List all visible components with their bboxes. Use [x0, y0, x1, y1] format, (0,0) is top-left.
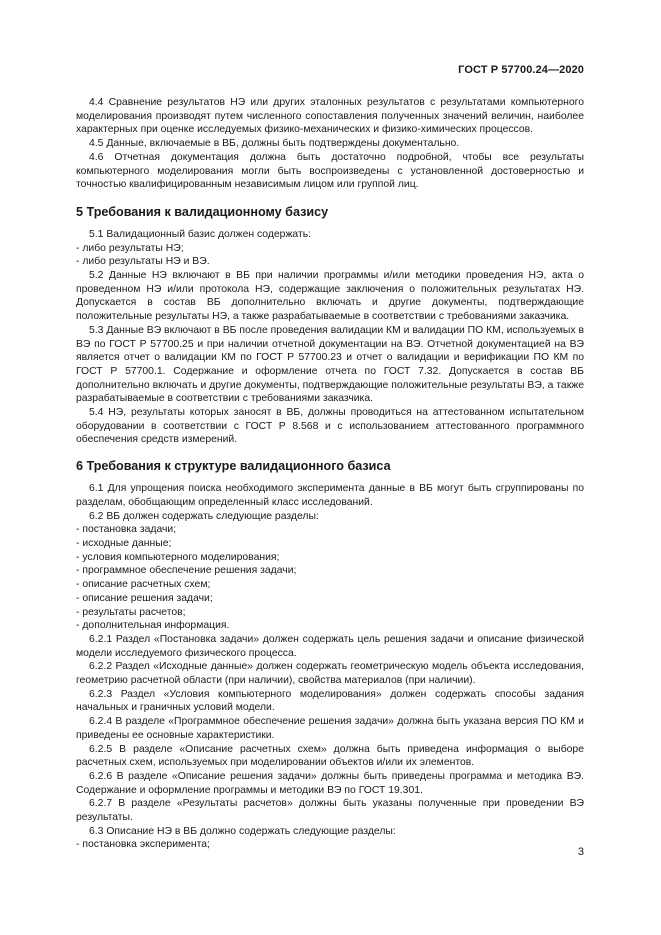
list-item-6-2-d: - программное обеспечение решения задачи; — [76, 565, 297, 577]
list-item-6-2-f: - описание решения задачи; — [76, 592, 213, 604]
paragraph-5-4: 5.4 НЭ, результаты которых заносят в ВБ, должны проводиться на аттестованном испытательном оборудовании в соответствии с ГОСТ Р 8.568 и с использованием аттестованного программного обеспечения средств измерений. — [76, 407, 584, 446]
list-item-5-1-a: - либо результаты НЭ; — [76, 242, 184, 254]
section-5-heading: 5 Требования к валидационному базису — [76, 204, 329, 219]
paragraph-6-2-2: 6.2.2 Раздел «Исходные данные» должен содержать геометрическую модель объекта исследования, геометрию расчетной области (при наличии), свойства материалов (при наличии). — [76, 661, 584, 687]
paragraph-4-4: 4.4 Сравнение результатов НЭ или других эталонных результатов с результатами компьютерного моделирования производят путем численного сопоставления полученных значений величин, наиболее характерных при оценке исследуемых физико-механических и физико-химических процессов. — [76, 97, 584, 136]
paragraph-6-2-5: 6.2.5 В разделе «Описание расчетных схем» должна быть приведена информация о выборе расчетных схем, используемых при моделировании объектов и/или их элементов. — [76, 743, 584, 769]
paragraph-6-3: 6.3 Описание НЭ в ВБ должно содержать следующие разделы: — [89, 825, 396, 837]
list-item-6-2-g: - результаты расчетов; — [76, 606, 186, 618]
list-item-6-2-c: - условия компьютерного моделирования; — [76, 551, 280, 563]
paragraph-6-2-6: 6.2.6 В разделе «Описание решения задачи» должны быть приведены программа и методика ВЭ. Содержание и оформление программы и методики ВЭ по ГОСТ 19.301. — [76, 770, 584, 796]
paragraph-6-2-3: 6.2.3 Раздел «Условия компьютерного моделирования» должен содержать способы задания начальных и граничных условий модели. — [76, 688, 584, 714]
paragraph-6-2-1: 6.2.1 Раздел «Постановка задачи» должен содержать цель решения задачи и описание физической модели исследуемого физического процесса. — [76, 633, 584, 659]
paragraph-5-1: 5.1 Валидационный базис должен содержать: — [89, 228, 312, 240]
list-item-6-2-b: - исходные данные; — [76, 537, 172, 549]
paragraph-6-2-4: 6.2.4 В разделе «Программное обеспечение решения задачи» должна быть указана версия ПО КМ и приведены ее основные характеристики. — [76, 716, 584, 741]
document-body — [76, 96, 584, 852]
paragraph-6-2: 6.2 ВБ должен содержать следующие разделы: — [89, 510, 319, 522]
paragraph-5-3: 5.3 Данные ВЭ включают в ВБ после проведения валидации КМ и валидации ПО КМ, используемых в ВЭ по ГОСТ Р 57700.25 и при наличии отчетной документации на ВЭ. Отчетной документацией на ВЭ является отчет о валидации КМ по ГОСТ Р 57700.23 и отчет о валидации и верификации ПО КМ по ГОСТ Р 57700.1. Содержание и оформление отчета по ГОСТ 7.32. Допускается в состав ВБ дополнительно включать и другие документы, подтверждающие положительные результаты ВЭ, а также разрабатываемые в соответствии с требованиями заказчика. — [76, 324, 584, 405]
list-item-6-2-h: - дополнительная информация. — [76, 620, 230, 632]
list-item-6-2-e: - описание расчетных схем; — [76, 579, 211, 591]
paragraph-4-5: 4.5 Данные, включаемые в ВБ, должны быть подтверждены документально. — [89, 138, 460, 150]
paragraph-5-2: 5.2 Данные НЭ включают в ВБ при наличии программы и/или методики проведения НЭ, акта о проведенном НЭ и/или протокола НЭ, содержащие заключения о положительных результатах НЭ. Допускается в состав ВБ дополнительно включать и другие документы, подтверждающие положительные результаты НЭ, а также разрабатываемые в соответствии с требованиями заказчика. — [76, 270, 584, 323]
list-item-6-3-a: - постановка эксперимента; — [76, 839, 210, 851]
list-item-5-1-b: - либо результаты НЭ и ВЭ. — [76, 256, 210, 268]
page-number: 3 — [577, 846, 584, 858]
paragraph-6-2-7: 6.2.7 В разделе «Результаты расчетов» должны быть указаны полученные при проведении ВЭ результаты. — [76, 798, 584, 824]
document-code-header: ГОСТ Р 57700.24—2020 — [458, 64, 584, 76]
list-item-6-2-a: - постановка задачи; — [76, 524, 177, 536]
section-6-heading: 6 Требования к структуре валидационного базиса — [76, 459, 391, 474]
paragraph-6-1: 6.1 Для упрощения поиска необходимого эксперимента данные в ВБ могут быть сгруппированы по разделам, обобщающим определенный класс исследований. — [76, 483, 584, 508]
paragraph-4-6: 4.6 Отчетная документация должна быть достаточно подробной, чтобы все результаты компьютерного моделирования могли быть воспроизведены с установленной достоверностью и точностью квалифицированным независимым лицом или группой лиц. — [76, 151, 584, 191]
